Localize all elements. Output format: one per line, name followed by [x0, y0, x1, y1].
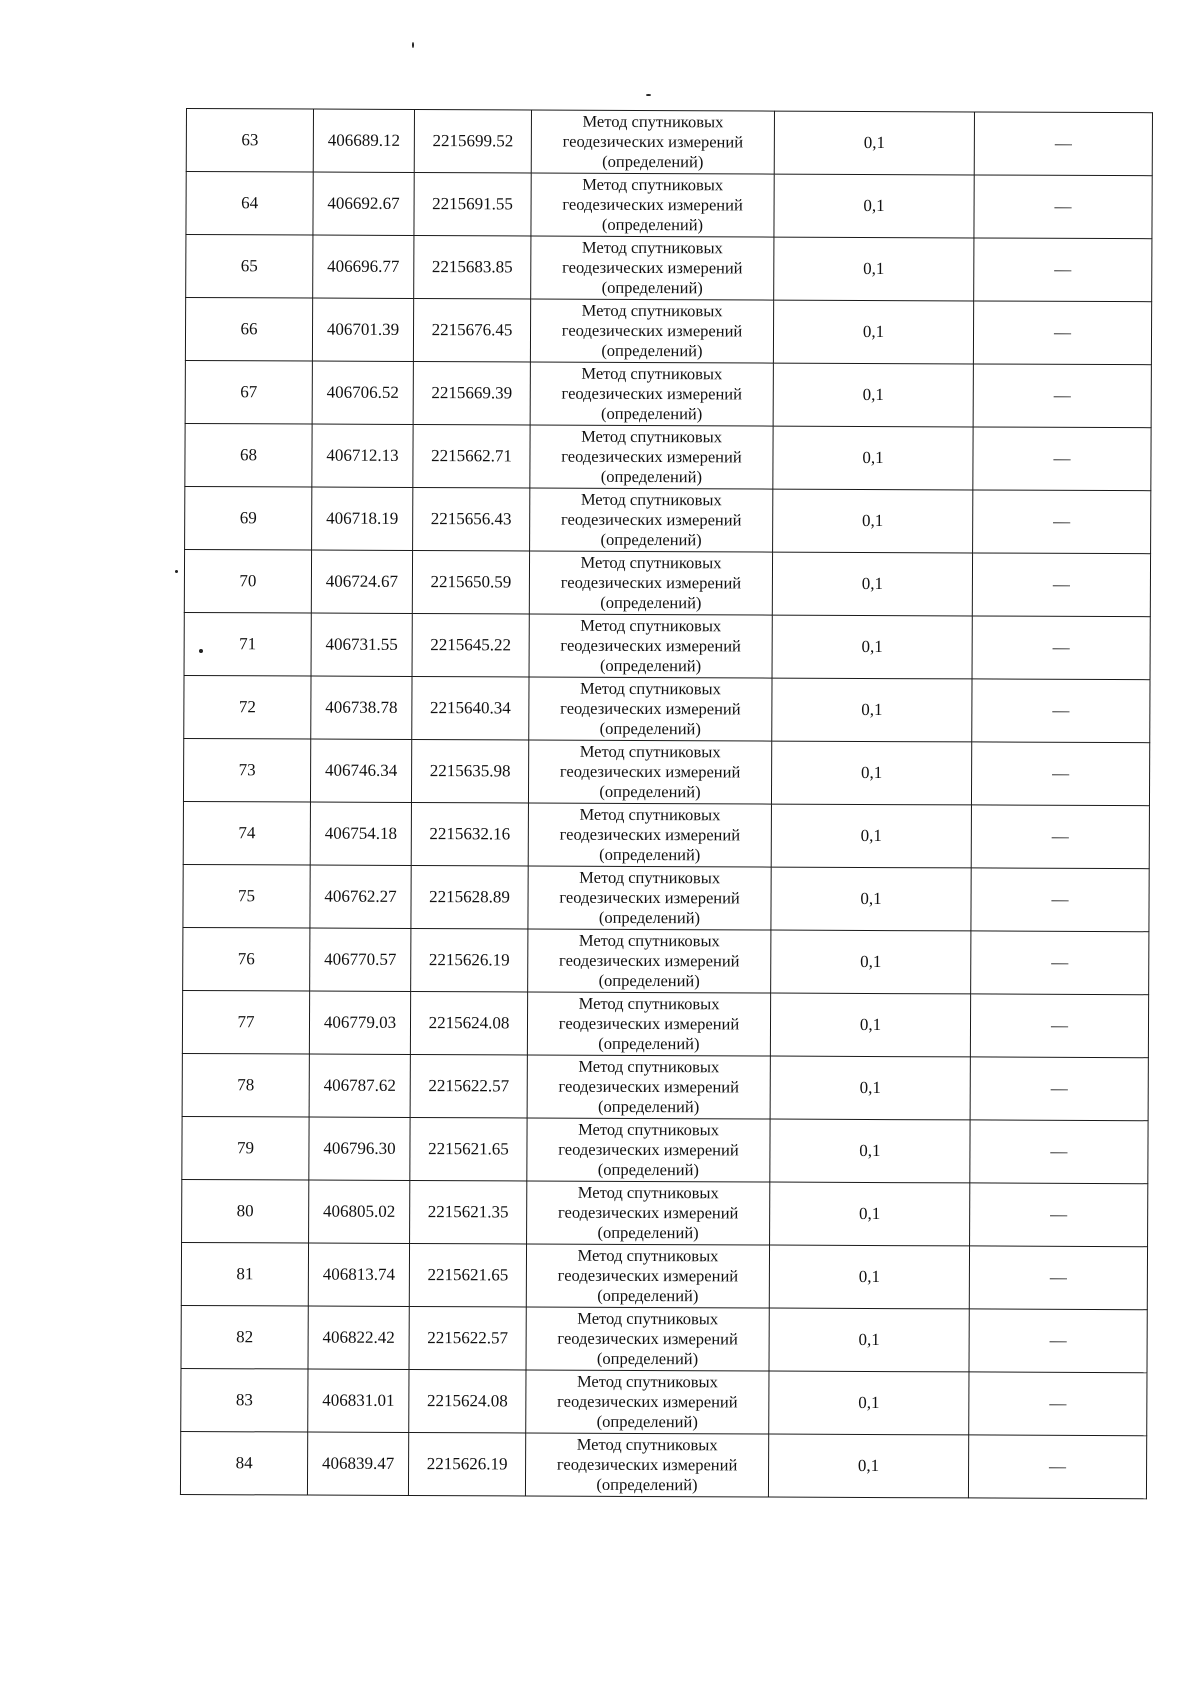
accuracy-text: 0,1 [860, 825, 882, 846]
y-coordinate-cell [411, 928, 528, 992]
description-text: — [1052, 574, 1070, 594]
method-text: Метод спутниковых геодезических измерений (определений) [556, 1434, 738, 1495]
accuracy-cell [772, 678, 972, 742]
x-coordinate-cell [312, 487, 413, 550]
y-coordinate-cell [409, 1369, 526, 1433]
description-text: — [1053, 385, 1071, 405]
y-coordinate-text: 2215628.89 [429, 887, 510, 907]
point-number-text: 66 [240, 319, 258, 339]
accuracy-text: 0,1 [858, 1266, 881, 1287]
accuracy-text: 0,1 [862, 384, 884, 405]
method-cell [529, 677, 772, 741]
y-coordinate-cell [410, 1054, 527, 1118]
x-coordinate-text: 406762.27 [324, 886, 397, 906]
method-cell [531, 236, 774, 300]
method-cell [527, 992, 770, 1056]
accuracy-text: 0,1 [863, 258, 885, 279]
description-cell [970, 1057, 1148, 1121]
y-coordinate-cell [413, 298, 530, 362]
description-text: — [1051, 889, 1069, 909]
scan-speck [412, 42, 414, 48]
table-row [184, 612, 1150, 679]
x-coordinate-cell [311, 550, 412, 613]
y-coordinate-text: 2215662.71 [431, 446, 512, 466]
point-number-text: 80 [236, 1201, 254, 1221]
accuracy-text: 0,1 [857, 1455, 880, 1476]
description-text: — [1051, 952, 1069, 972]
accuracy-text: 0,1 [862, 447, 884, 468]
description-cell [970, 1120, 1148, 1184]
x-coordinate-text: 406706.52 [326, 382, 399, 402]
y-coordinate-cell [411, 739, 528, 803]
description-cell [974, 175, 1152, 239]
point-number-cell [181, 1368, 308, 1432]
y-coordinate-text: 2215621.35 [427, 1202, 509, 1222]
x-coordinate-text: 406822.42 [322, 1327, 395, 1347]
table-row [183, 801, 1149, 868]
table-row [182, 990, 1148, 1057]
description-cell [968, 1435, 1146, 1499]
point-number-text: 71 [239, 634, 257, 654]
point-number-cell [182, 990, 309, 1054]
point-number-text: 69 [239, 508, 257, 528]
x-coordinate-text: 406839.47 [321, 1453, 395, 1473]
point-number-cell [185, 360, 312, 424]
description-text: — [1054, 259, 1072, 279]
description-text: — [1051, 826, 1069, 846]
x-coordinate-cell [310, 739, 411, 802]
x-coordinate-cell [311, 676, 412, 739]
table-row [180, 1431, 1146, 1498]
description-cell [971, 931, 1149, 995]
y-coordinate-text: 2215635.98 [429, 761, 511, 781]
x-coordinate-cell [313, 109, 414, 172]
method-cell [531, 110, 774, 174]
table-row [184, 549, 1150, 616]
method-text: Метод спутниковых геодезических измерений (определений) [562, 174, 743, 235]
point-number-text: 64 [241, 193, 259, 213]
x-coordinate-cell [308, 1243, 409, 1306]
x-coordinate-text: 406831.01 [322, 1390, 395, 1410]
point-number-cell [182, 1116, 309, 1180]
description-text: — [1052, 700, 1070, 720]
point-number-text: 82 [236, 1327, 254, 1347]
description-cell [974, 112, 1152, 176]
accuracy-text: 0,1 [862, 510, 884, 531]
accuracy-cell [769, 1371, 969, 1435]
table-row [182, 1179, 1148, 1246]
point-number-text: 81 [236, 1264, 254, 1284]
method-text: Метод спутниковых геодезических измерений (определений) [562, 111, 744, 172]
point-number-cell [185, 486, 312, 550]
method-cell [527, 1181, 770, 1245]
x-coordinate-text: 406746.34 [324, 760, 398, 780]
coordinates-table-body [180, 109, 1152, 1499]
point-number-cell [184, 612, 311, 676]
accuracy-text: 0,1 [863, 195, 885, 216]
method-text: Метод спутниковых геодезических измерений (определений) [560, 678, 741, 739]
x-coordinate-cell [312, 361, 413, 424]
method-text: Метод спутниковых геодезических измерений (определений) [557, 1308, 738, 1369]
point-number-text: 75 [238, 886, 256, 906]
y-coordinate-text: 2215624.08 [428, 1013, 510, 1033]
method-text: Метод спутниковых геодезических измерений (определений) [562, 237, 743, 298]
method-cell [529, 614, 772, 678]
description-cell [970, 1183, 1148, 1247]
x-coordinate-text: 406724.67 [325, 571, 399, 591]
accuracy-cell [771, 804, 971, 868]
accuracy-cell [771, 930, 971, 994]
description-cell [969, 1246, 1147, 1310]
description-cell [973, 427, 1151, 491]
point-number-cell [181, 1305, 308, 1369]
description-text: — [1053, 511, 1071, 531]
description-cell [972, 679, 1150, 743]
accuracy-cell [770, 1119, 970, 1183]
x-coordinate-text: 406692.67 [327, 193, 400, 213]
point-number-text: 63 [241, 130, 259, 150]
method-cell [527, 1055, 770, 1119]
accuracy-text: 0,1 [859, 1014, 882, 1035]
description-cell [972, 553, 1150, 617]
accuracy-cell [773, 300, 973, 364]
table-row [181, 1305, 1147, 1372]
accuracy-text: 0,1 [858, 1329, 880, 1350]
table-row [183, 927, 1149, 994]
description-text: — [1049, 1456, 1067, 1476]
x-coordinate-text: 406787.62 [323, 1075, 396, 1095]
table-row [182, 1053, 1148, 1120]
method-text: Метод спутниковых геодезических измерений (определений) [561, 426, 742, 487]
table-row [183, 864, 1149, 931]
x-coordinate-text: 406701.39 [326, 319, 400, 339]
method-cell [530, 299, 773, 363]
point-number-cell [186, 172, 313, 236]
accuracy-cell [770, 1056, 970, 1120]
method-text: Метод спутниковых геодезических измерений (определений) [560, 489, 742, 550]
y-coordinate-text: 2215622.57 [427, 1328, 509, 1348]
accuracy-cell [769, 1245, 969, 1309]
point-number-cell [185, 423, 312, 487]
y-coordinate-cell [410, 1117, 527, 1181]
method-cell [528, 866, 771, 930]
method-text: Метод спутниковых геодезических измерений (определений) [558, 1056, 739, 1117]
accuracy-cell [774, 174, 974, 238]
point-number-cell [183, 801, 310, 865]
y-coordinate-cell [414, 109, 531, 173]
accuracy-text: 0,1 [860, 951, 882, 972]
table-row [186, 172, 1152, 239]
point-number-text: 73 [238, 760, 256, 780]
description-cell [974, 238, 1152, 302]
description-cell [969, 1372, 1147, 1436]
x-coordinate-text: 406796.30 [323, 1138, 396, 1158]
y-coordinate-cell [411, 802, 528, 866]
y-coordinate-text: 2215656.43 [430, 509, 512, 529]
x-coordinate-cell [310, 928, 411, 991]
method-text: Метод спутниковых геодезических измерений (определений) [560, 552, 742, 613]
x-coordinate-cell [307, 1432, 408, 1495]
point-number-text: 67 [240, 382, 258, 402]
accuracy-text: 0,1 [863, 132, 886, 153]
y-coordinate-cell [409, 1243, 526, 1307]
y-coordinate-text: 2215676.45 [431, 320, 513, 340]
description-text: — [1049, 1267, 1067, 1287]
y-coordinate-cell [413, 424, 530, 488]
point-number-text: 74 [238, 823, 256, 843]
description-cell [973, 364, 1151, 428]
accuracy-text: 0,1 [860, 888, 882, 909]
scan-speck [175, 570, 178, 573]
method-cell [525, 1433, 768, 1497]
method-cell [530, 488, 773, 552]
y-coordinate-cell [413, 361, 530, 425]
method-text: Метод спутниковых геодезических измерений (определений) [558, 993, 740, 1054]
accuracy-text: 0,1 [861, 573, 884, 594]
description-text: — [1050, 1204, 1068, 1224]
method-cell [526, 1307, 769, 1371]
method-text: Метод спутниковых геодезических измерений (определений) [557, 1182, 739, 1243]
description-cell [970, 994, 1148, 1058]
x-coordinate-text: 406754.18 [324, 823, 398, 843]
x-coordinate-cell [309, 1117, 410, 1180]
y-coordinate-cell [410, 1180, 527, 1244]
x-coordinate-cell [312, 424, 413, 487]
method-text: Метод спутниковых геодезических измерений (определений) [559, 930, 740, 991]
coordinates-table [180, 108, 1153, 1499]
point-number-text: 68 [239, 445, 258, 465]
y-coordinate-cell [412, 676, 529, 740]
description-cell [973, 490, 1151, 554]
point-number-cell [183, 738, 310, 802]
point-number-cell [182, 1053, 309, 1117]
accuracy-cell [772, 552, 972, 616]
accuracy-cell [771, 867, 971, 931]
point-number-text: 77 [237, 1012, 255, 1032]
x-coordinate-cell [308, 1306, 409, 1369]
description-text: — [1049, 1330, 1067, 1350]
point-number-text: 83 [235, 1390, 253, 1410]
method-text: Метод спутниковых геодезических измерений (определений) [561, 300, 743, 361]
x-coordinate-text: 406813.74 [322, 1264, 396, 1284]
accuracy-cell [771, 741, 971, 805]
description-text: — [1054, 196, 1072, 216]
y-coordinate-text: 2215683.85 [431, 257, 513, 277]
method-text: Метод спутниковых геодезических измерений (определений) [559, 867, 740, 928]
method-text: Метод спутниковых геодезических измерений (определений) [557, 1371, 738, 1432]
point-number-text: 65 [240, 256, 258, 276]
y-coordinate-text: 2215621.65 [428, 1139, 509, 1159]
table-row [185, 360, 1151, 427]
y-coordinate-cell [408, 1432, 525, 1496]
method-text: Метод спутниковых геодезических измерений (определений) [560, 615, 741, 676]
table-row [185, 298, 1151, 365]
y-coordinate-text: 2215626.19 [428, 950, 510, 970]
table-row [185, 423, 1151, 490]
x-coordinate-cell [313, 172, 414, 235]
description-text: — [1054, 133, 1072, 153]
y-coordinate-cell [414, 172, 531, 236]
x-coordinate-cell [310, 865, 411, 928]
point-number-cell [181, 1242, 308, 1306]
x-coordinate-text: 406779.03 [323, 1012, 397, 1032]
x-coordinate-cell [313, 235, 414, 298]
point-number-cell [185, 298, 312, 362]
table-row [182, 1116, 1148, 1183]
table-row [181, 1242, 1147, 1309]
point-number-text: 70 [239, 571, 257, 591]
y-coordinate-text: 2215626.19 [426, 1454, 508, 1474]
y-coordinate-cell [410, 991, 527, 1055]
accuracy-text: 0,1 [859, 1203, 881, 1224]
x-coordinate-text: 406712.13 [326, 445, 399, 465]
x-coordinate-cell [311, 613, 412, 676]
table-row [186, 235, 1152, 302]
x-coordinate-cell [309, 1180, 410, 1243]
y-coordinate-cell [413, 487, 530, 551]
y-coordinate-text: 2215632.16 [429, 824, 511, 844]
description-text: — [1053, 448, 1071, 468]
table-row [185, 486, 1151, 553]
point-number-cell [180, 1431, 307, 1495]
point-number-cell [184, 675, 311, 739]
description-text: — [1050, 1015, 1069, 1035]
point-number-text: 79 [236, 1138, 255, 1158]
description-text: — [1049, 1393, 1067, 1413]
method-text: Метод спутниковых геодезических измерений (определений) [559, 741, 741, 802]
method-text: Метод спутниковых геодезических измерений (определений) [561, 363, 743, 424]
table-row [181, 1368, 1147, 1435]
accuracy-cell [774, 111, 974, 175]
method-text: Метод спутниковых геодезических измерений (определений) [558, 1119, 739, 1180]
description-cell [971, 805, 1149, 869]
point-number-cell [184, 549, 311, 613]
accuracy-cell [773, 489, 973, 553]
method-text: Метод спутниковых геодезических измерений (определений) [557, 1245, 739, 1306]
method-cell [529, 551, 772, 615]
point-number-cell [183, 927, 310, 991]
accuracy-cell [774, 237, 974, 301]
x-coordinate-cell [308, 1369, 409, 1432]
description-cell [971, 742, 1149, 806]
method-cell [526, 1370, 769, 1434]
accuracy-text: 0,1 [860, 762, 883, 783]
point-number-cell [183, 864, 310, 928]
description-text: — [1053, 322, 1072, 342]
y-coordinate-text: 2215624.08 [426, 1391, 508, 1411]
x-coordinate-cell [309, 1054, 410, 1117]
y-coordinate-text: 2215645.22 [430, 635, 512, 655]
description-text: — [1052, 763, 1070, 783]
accuracy-cell [769, 1308, 969, 1372]
y-coordinate-text: 2215669.39 [431, 383, 513, 403]
description-cell [973, 301, 1151, 365]
accuracy-text: 0,1 [858, 1392, 880, 1413]
accuracy-cell [768, 1434, 968, 1498]
method-cell [530, 362, 773, 426]
x-coordinate-text: 406731.55 [325, 634, 398, 654]
table-row [184, 675, 1150, 742]
description-text: — [1050, 1141, 1068, 1161]
y-coordinate-text: 2215699.52 [432, 131, 514, 151]
method-cell [527, 1118, 770, 1182]
method-cell [531, 173, 774, 237]
x-coordinate-text: 406770.57 [324, 949, 397, 969]
point-number-cell [182, 1179, 309, 1243]
point-number-text: 76 [237, 949, 255, 969]
y-coordinate-text: 2215622.57 [428, 1076, 510, 1096]
accuracy-cell [772, 615, 972, 679]
point-number-cell [186, 235, 313, 299]
method-cell [528, 803, 771, 867]
method-cell [528, 929, 771, 993]
scan-speck [646, 94, 651, 96]
method-cell [530, 425, 773, 489]
description-text: — [1050, 1078, 1068, 1098]
point-number-text: 84 [235, 1453, 253, 1473]
point-number-cell [186, 109, 313, 173]
method-cell [528, 740, 771, 804]
point-number-text: 78 [237, 1075, 255, 1095]
accuracy-text: 0,1 [861, 699, 883, 720]
point-number-text: 72 [238, 697, 256, 717]
description-text: — [1052, 637, 1070, 657]
x-coordinate-cell [310, 802, 411, 865]
y-coordinate-text: 2215691.55 [432, 194, 514, 214]
y-coordinate-cell [414, 235, 531, 299]
y-coordinate-cell [412, 613, 529, 677]
description-cell [969, 1309, 1147, 1373]
accuracy-cell [773, 363, 973, 427]
y-coordinate-text: 2215640.34 [429, 698, 511, 718]
x-coordinate-text: 406805.02 [323, 1201, 396, 1221]
y-coordinate-text: 2215650.59 [430, 572, 512, 592]
accuracy-text: 0,1 [859, 1077, 881, 1098]
accuracy-text: 0,1 [859, 1140, 881, 1161]
y-coordinate-cell [411, 865, 528, 929]
table-row [183, 738, 1149, 805]
method-text: Метод спутниковых геодезических измерений (определений) [559, 804, 741, 865]
x-coordinate-text: 406696.77 [327, 256, 400, 276]
x-coordinate-text: 406738.78 [325, 697, 398, 717]
x-coordinate-cell [309, 991, 410, 1054]
method-cell [526, 1244, 769, 1308]
accuracy-text: 0,1 [862, 321, 885, 342]
x-coordinate-text: 406718.19 [326, 508, 399, 528]
x-coordinate-text: 406689.12 [327, 130, 401, 150]
y-coordinate-text: 2215621.65 [427, 1265, 509, 1285]
y-coordinate-cell [409, 1306, 526, 1370]
y-coordinate-cell [412, 550, 529, 614]
accuracy-text: 0,1 [861, 636, 883, 657]
table-row [186, 109, 1152, 176]
description-cell [971, 868, 1149, 932]
accuracy-cell [773, 426, 973, 490]
accuracy-cell [770, 1182, 970, 1246]
x-coordinate-cell [312, 298, 413, 361]
accuracy-cell [770, 993, 970, 1057]
description-cell [972, 616, 1150, 680]
